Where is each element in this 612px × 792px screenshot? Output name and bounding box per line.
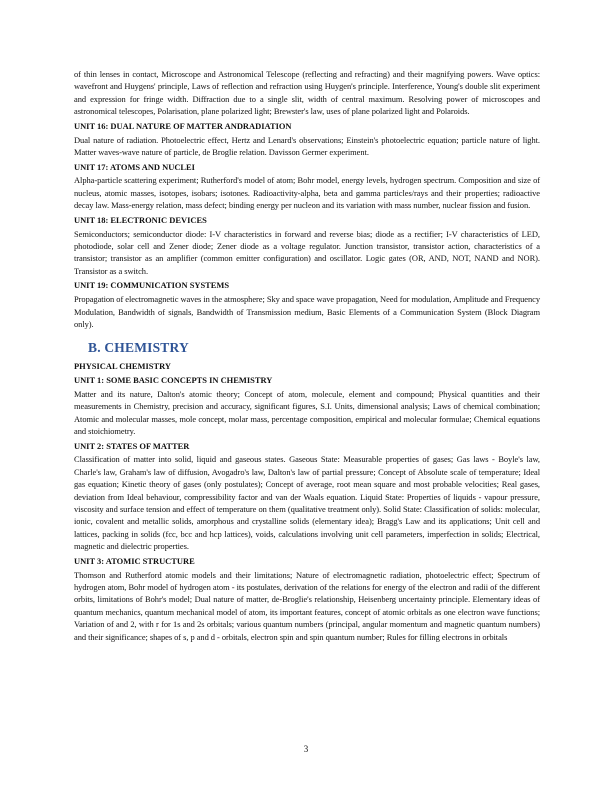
unit-title: UNIT 18: ELECTRONIC DEVICES [74,214,207,225]
unit-body: Dual nature of radiation. Photoelectric effect, Hertz and Lenard's observations; Einstein's photoelectric equation; particle nature of light. Matter waves-wave nature of particle, de Broglie relation. Davisson Germer experiment. [74,134,540,158]
unit-title: UNIT 1: SOME BASIC CONCEPTS IN CHEMISTRY [74,375,273,386]
chemistry-unit-2 [74,440,540,553]
unit-body: Alpha-particle scattering experiment; Rutherford's model of atom; Bohr model, energy levels, hydrogen spectrum. Composition and size of nucleus, atomic masses, isotopes, isobars; isotones. Radioactivity-alpha, beta and gamma particles/rays and their properties; radioactive decay law. Mass-energy relation, mass defect; binding energy per nucleon and its variation with mass number, nuclear fission and fusion. [74,175,540,211]
physics-unit-18 [74,214,540,277]
unit-title: UNIT 17: ATOMS AND NUCLEI [74,161,195,172]
section-heading-chemistry: B. CHEMISTRY [88,340,189,356]
unit-body: Propagation of electromagnetic waves in the atmosphere; Sky and space wave propagation, Need for modulation, Amplitude and Frequency Modulation, Bandwidth of signals, Bandwidth of Transmission medium, Basic Elements of a Communication System (Block Diagram only). [74,294,540,330]
unit-body: Matter and its nature, Dalton's atomic theory; Concept of atom, molecule, element and compound; Physical quantities and their measurements in Chemistry, precision and accuracy, significant figures, S.I. Units, dimensional analysis; Laws of chemical combination; Atomic and molecular masses, mole concept, molar mass, percentage composition, empirical and molecular formulae; Chemical equations and stoichiometry. [74,388,540,437]
physics-unit-19 [74,279,540,330]
document-page [74,68,540,645]
unit-body: Semiconductors; semiconductor diode: I-V characteristics in forward and reverse bias; diode as a rectifier; I-V characteristics of LED, photodiode, solar cell and Zener diode; Zener diode as a voltage regulator. Junction transistor, transistor action, characteristics of a transistor; transistor as an amplifier (common emitter configuration) and oscillator. Logic gates (OR, AND, NOT, NAND and NOR). Transistor as a switch. [74,228,540,276]
unit-title: UNIT 3: ATOMIC STRUCTURE [74,555,195,566]
intro-paragraph: of thin lenses in contact, Microscope and Astronomical Telescope (reflecting and refracting) and their magnifying powers. Wave optics: wavefront and Huygens' principle, Laws of reflection and refraction using Huygen's principle. Interference, Young's double slit experiment and expression for fringe width. Diffraction due to a single slit, width of central maximum. Resolving power of microscopes and astronomical telescopes, Polarisation, plane polarized light; Brewster's law, uses of plane polarized light and Polaroids. [74,69,540,117]
chemistry-unit-3 [74,555,540,643]
unit-title: UNIT 16: DUAL NATURE OF MATTER ANDRADIATION [74,120,292,131]
unit-body: Thomson and Rutherford atomic models and their limitations; Nature of electromagnetic radiation, photoelectric effect; Spectrum of hydrogen atom, Bohr model of hydrogen atom - its postulates, derivation of the relations for energy of the electron and radii of the different orbits, limitations of Bohr's model; Dual nature of matter, de-Broglie's relationship, Heisenberg uncertainty principle. Elementary ideas of quantum mechanics, quantum mechanical model of atom, its important features, concept of atomic orbitals as one electron wave functions; Variation of and 2, with r for 1s and 2s orbitals; various quantum numbers (principal, angular momentum and magnetic quantum numbers) and their significance; shapes of s, p and d - orbitals, electron spin and spin quantum number; Rules for filling electrons in orbitals [74,569,540,642]
unit-title: UNIT 2: STATES OF MATTER [74,440,190,451]
sub-heading-physical-chemistry: PHYSICAL CHEMISTRY [74,361,171,372]
physics-unit-16 [74,120,540,159]
page-number: 3 [303,744,309,754]
unit-title: UNIT 19: COMMUNICATION SYSTEMS [74,280,230,291]
physics-unit-17 [74,161,540,212]
chemistry-unit-1 [74,374,540,437]
unit-body: Classification of matter into solid, liquid and gaseous states. Gaseous State: Measurable properties of gases; Gas laws - Boyle's law, Charle's law, Graham's law of diffusion, Avogadro's law, Dalton's law of partial pressure; Concept of Absolute scale of temperature; Ideal gas equation; Kinetic theory of gases (only postulates); Concept of average, root mean square and most probable velocities; Real gases, deviation from Ideal behaviour, compressibility factor and van der Waals equation. Liquid State: Properties of liquids - vapour pressure, viscosity and surface tension and effect of temperature on them (qualitative treatment only). Solid State: Classification of solids: molecular, ionic, covalent and metallic solids, amorphous and crystalline solids (elementary idea); Bragg's Law and its applications; Unit cell and lattices, packing in solids (fcc, bcc and hcp lattices), voids, calculations involving unit cell parameters, imperfection in solids; Electrical, magnetic and dielectric properties. [74,454,540,552]
